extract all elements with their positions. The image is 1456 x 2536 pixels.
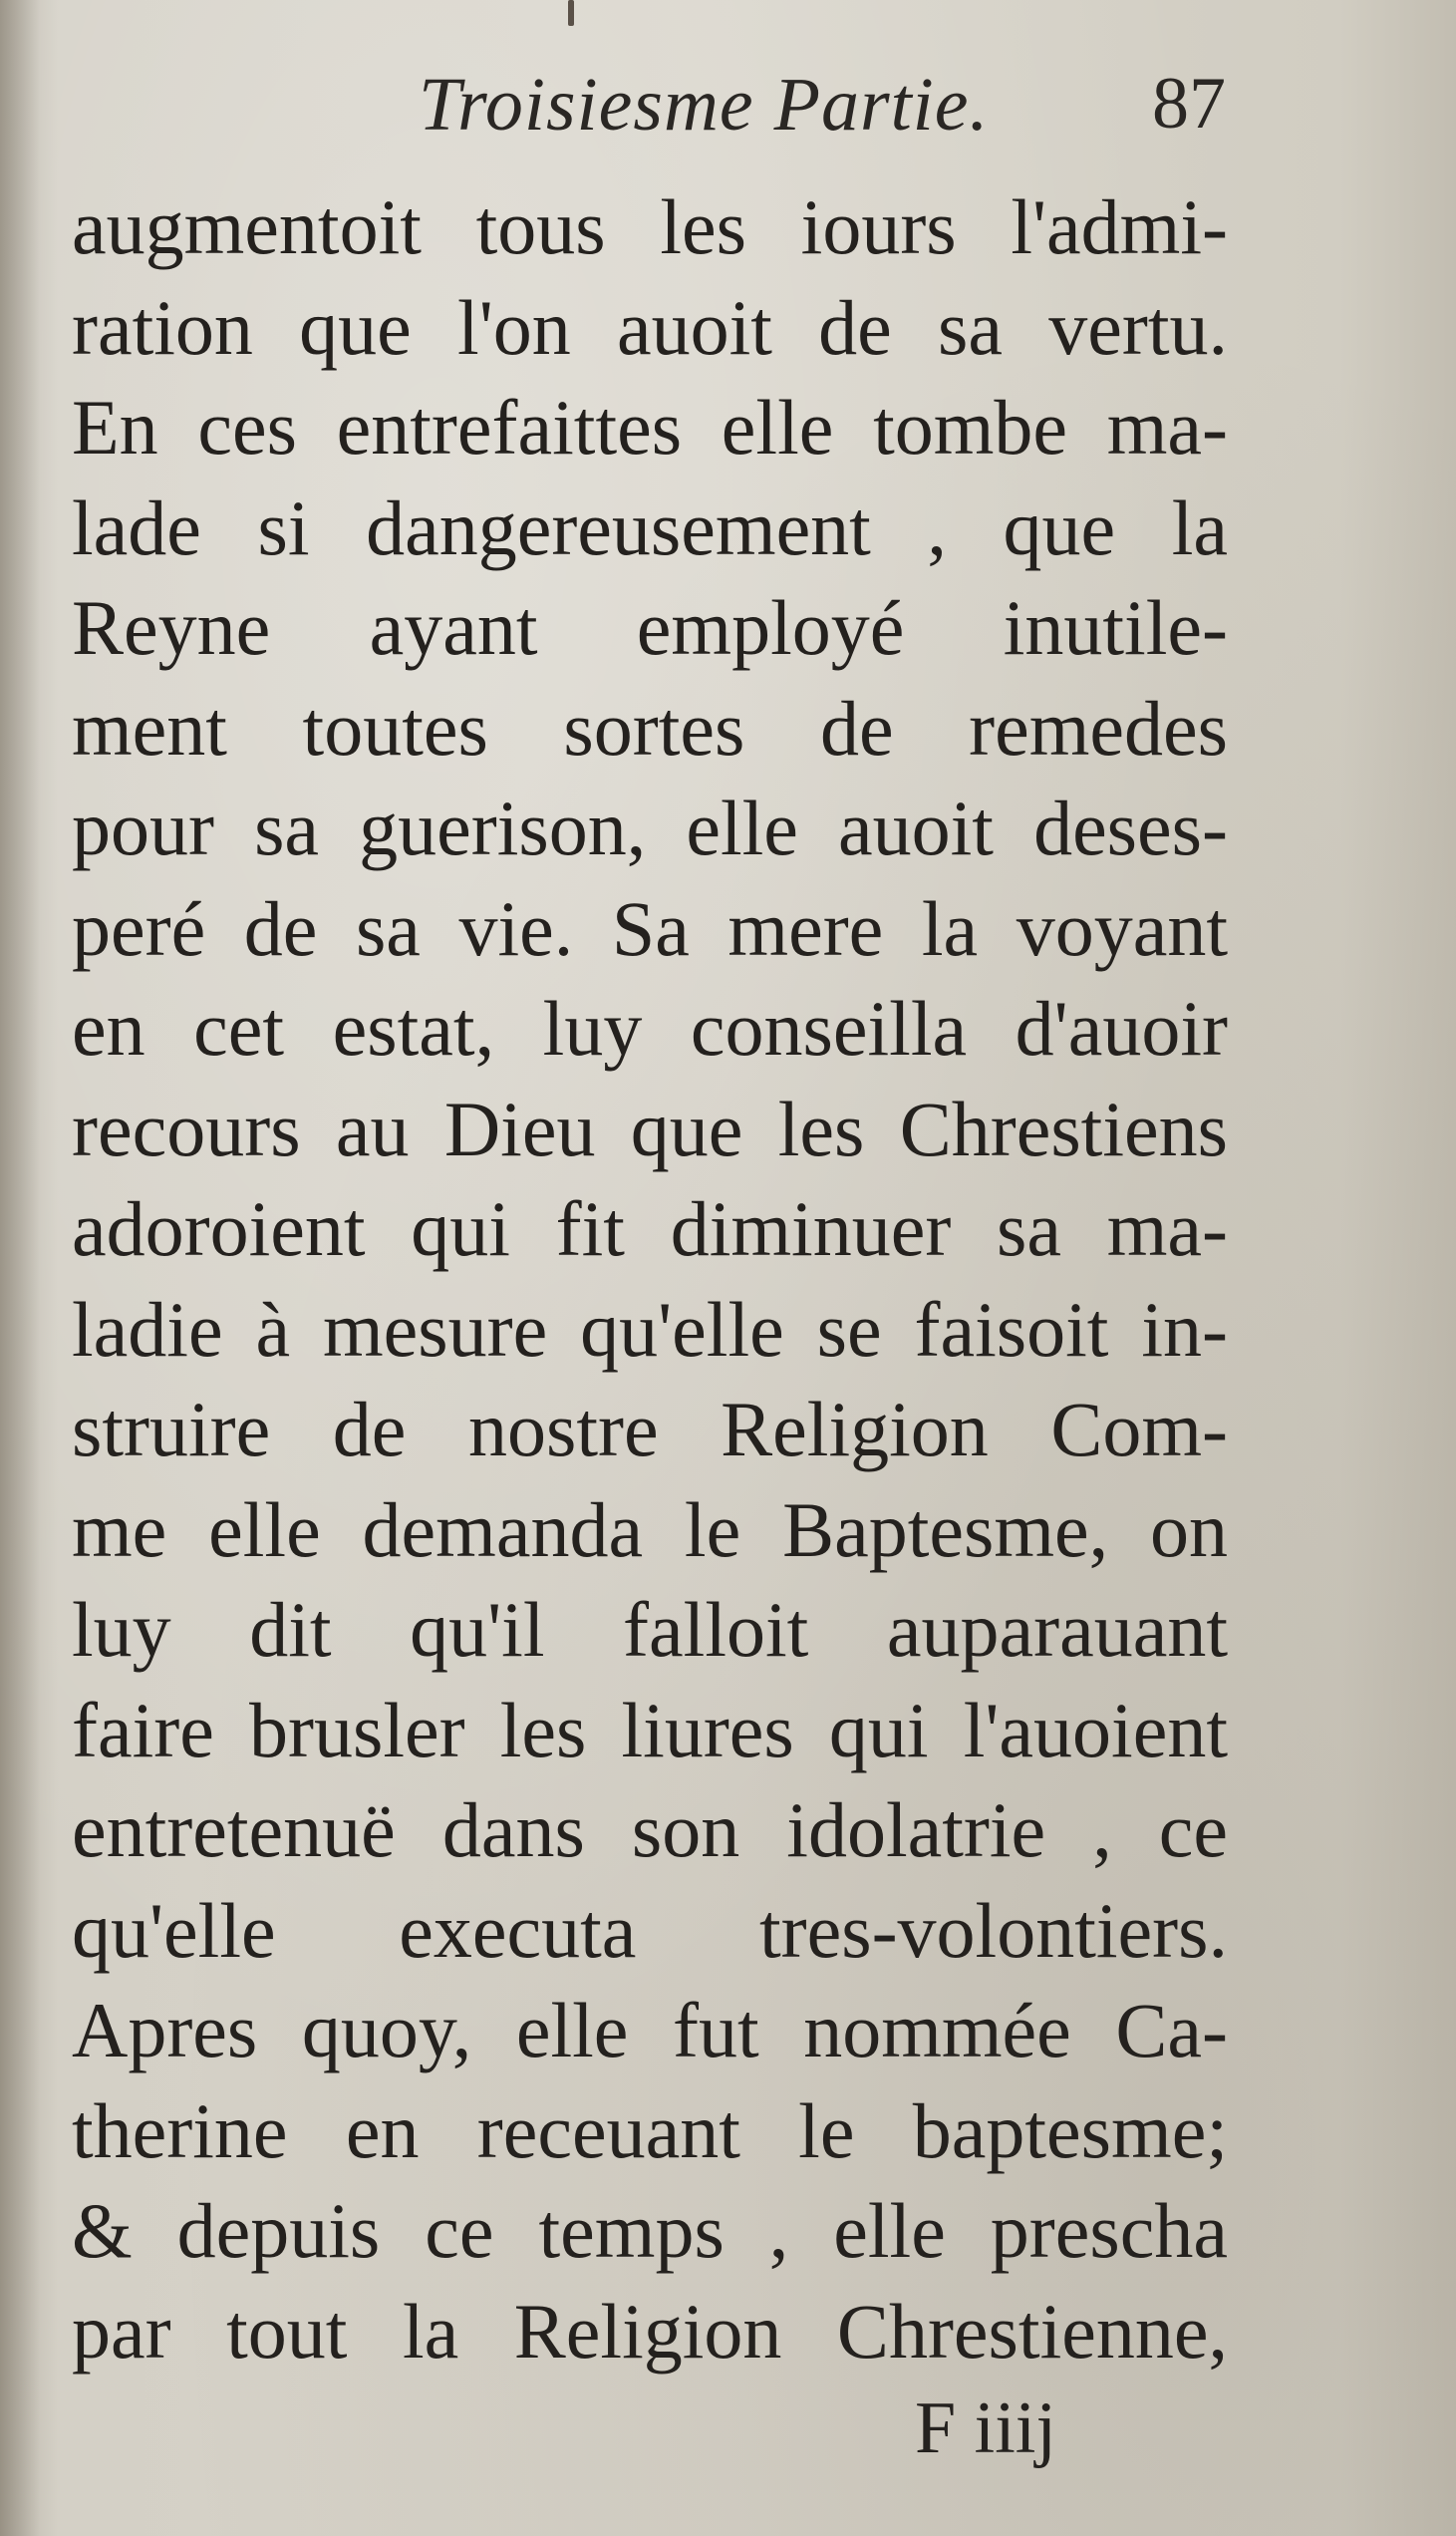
page-number: 87 [1152, 63, 1226, 145]
text-line: pour sa guerison, elle auoit deses- [72, 785, 1228, 871]
text-line: Apres quoy, elle fut nommée Ca- [72, 1987, 1228, 2073]
text-line: augmentoit tous les iours l'admi- [72, 183, 1228, 270]
text-line: par tout la Religion Chrestienne, [72, 2287, 1228, 2375]
text-line: recours au Dieu que les Chrestiens [72, 1085, 1228, 1172]
text-line: struire de nostre Religion Com- [72, 1386, 1228, 1472]
text-line: me elle demanda le Baptesme, on [72, 1485, 1228, 1573]
text-line: En ces entrefaittes elle tombe ma- [72, 384, 1228, 471]
text-line: entretenuë dans son idolatrie , ce [72, 1786, 1228, 1873]
text-line: en cet estat, luy conseilla d'auoir [72, 985, 1228, 1072]
text-line: ration que l'on auoit de sa vertu. [72, 283, 1228, 371]
text-line: adoroient qui fit diminuer sa ma- [72, 1185, 1228, 1272]
signature-mark: F iiij [915, 2387, 1056, 2469]
text-line: ladie à mesure qu'elle se faisoit in- [72, 1285, 1228, 1373]
body-text [72, 177, 1228, 2381]
binding-shadow [0, 0, 40, 2536]
text-line: ment toutes sortes de remedes [72, 684, 1228, 772]
text-line: therine en receuant le baptesme; [72, 2086, 1228, 2174]
text-line: lade si dangereusement , que la [72, 483, 1228, 571]
page-header [80, 62, 1226, 171]
running-title: Troisiesme Partie. [419, 63, 990, 147]
text-line: Reyne ayant employé inutile- [72, 584, 1228, 671]
text-line: peré de sa vie. Sa mere la voyant [72, 884, 1228, 972]
text-line: qu'elle executa tres-volontiers. [72, 1886, 1228, 1974]
text-line: faire brusler les liures qui l'auoient [72, 1686, 1228, 1773]
page-mark [568, 0, 574, 26]
text-line: & depuis ce temps , elle prescha [72, 2187, 1228, 2274]
text-line: luy dit qu'il falloit auparauant [72, 1586, 1228, 1673]
